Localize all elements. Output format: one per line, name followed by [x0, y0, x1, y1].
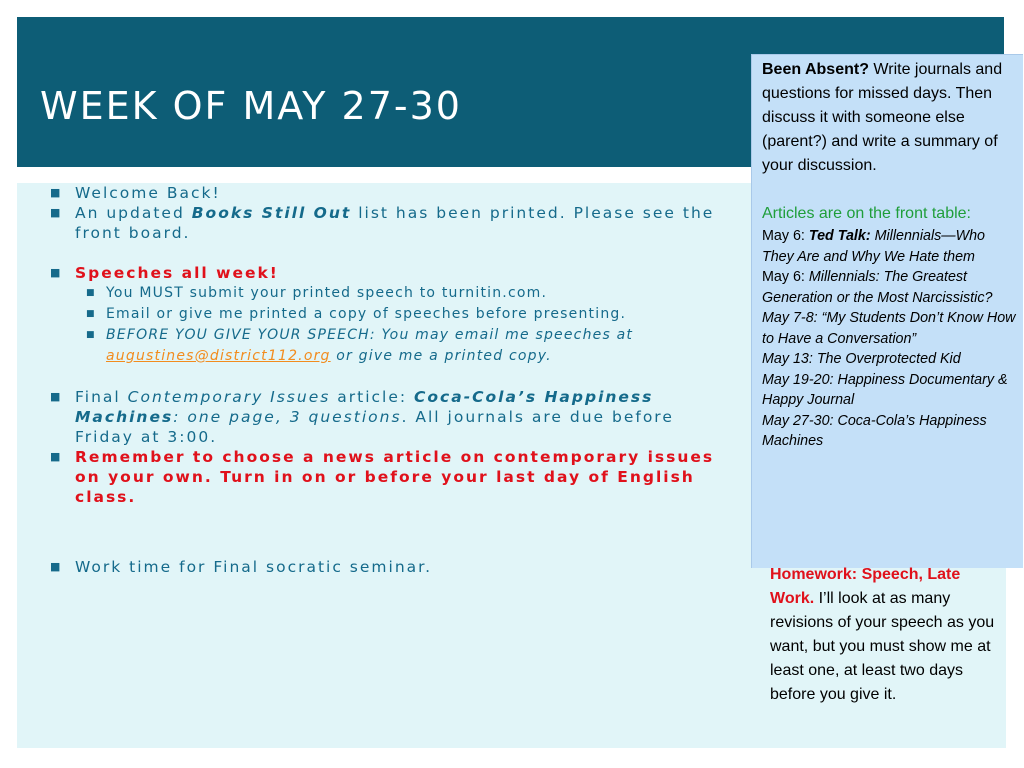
bullet-speeches	[50, 263, 730, 283]
bullet-text: article:	[330, 388, 415, 406]
slide-title: WEEK OF MAY 27-30	[40, 84, 462, 128]
absent-paragraph	[762, 58, 1020, 178]
article-item	[762, 411, 1020, 452]
homework-text: I’ll look at as many revisions of your speech as you want, but you must show me at least one, at least two days before you give it.	[770, 590, 995, 703]
sub-bullet-turnitin	[50, 283, 730, 304]
bullet-text: Speeches all week!	[75, 264, 279, 282]
bullet-text: BEFORE YOU GIVE YOUR SPEECH: You may email me speeches at	[106, 327, 634, 343]
bullet-text: list has been printed. Please see the front board.	[75, 204, 715, 242]
article-date: May 6:	[762, 269, 809, 285]
homework-label: Homework: Speech, Late Work.	[770, 566, 961, 607]
article-title: May 13: The Overprotected Kid	[762, 351, 961, 367]
article-list	[762, 226, 1020, 452]
article-title: May 7-8: “My Students Don’t Know How to Have a Conversation”	[762, 310, 1016, 347]
bullet-text: : one page, 3 questions	[173, 408, 402, 426]
books-title: Books Still Out	[191, 204, 352, 222]
absent-text: Write journals and questions for missed days. Then discuss it with someone else (parent?) and write a summary of your discussion.	[762, 61, 1003, 174]
bullet-text: Email or give me printed a copy of speeches before presenting.	[106, 306, 627, 322]
absent-info-text	[762, 58, 1020, 452]
article-title: Millennials: The Greatest Generation or the Most Narcissistic?	[762, 269, 993, 306]
absent-label: Been Absent?	[762, 61, 869, 78]
spacer	[50, 243, 730, 263]
article-type: Ted Talk:	[808, 228, 871, 244]
article-date: May 6:	[762, 228, 809, 244]
bullet-text: Remember to choose a news article on contemporary issues on your own. Turn in on or before your last day of English class.	[75, 448, 715, 506]
spacer	[50, 367, 730, 387]
bullet-text: . All journals are due before Friday at 3:00.	[75, 408, 674, 446]
sub-bullet-email	[50, 304, 730, 325]
bullet-work	[50, 557, 730, 577]
bullet-text: Work time for Final socratic seminar.	[75, 558, 433, 576]
article-item	[762, 267, 1020, 308]
bullet-text: or give me a printed copy.	[330, 348, 552, 364]
sub-bullet-before	[50, 325, 730, 367]
spacer	[50, 507, 730, 557]
article-title: May 27-30: Coca-Cola’s Happiness Machines	[762, 412, 987, 449]
article-item	[762, 226, 1020, 267]
square-bullet-icon: ■	[50, 186, 63, 199]
bullet-books	[50, 203, 730, 243]
bullet-text: An updated	[75, 204, 192, 222]
bullet-text: Final	[75, 388, 128, 406]
article-title: Coca-Cola’s Happiness Machines	[75, 388, 654, 426]
bullet-remember	[50, 447, 730, 507]
bullet-text: Contemporary Issues	[127, 388, 331, 406]
bullet-welcome	[50, 183, 730, 203]
square-bullet-icon: ■	[50, 450, 63, 463]
article-title: May 19-20: Happiness Documentary & Happy Journal	[762, 371, 1008, 408]
homework-note	[770, 563, 1006, 707]
small-square-bullet-icon: ■	[86, 309, 96, 319]
square-bullet-icon: ■	[50, 560, 63, 573]
article-title: Millennials—Who They Are and Why We Hate them	[762, 228, 986, 265]
email-link[interactable]: augustines@district112.org	[106, 348, 331, 364]
small-square-bullet-icon: ■	[86, 330, 96, 340]
article-item	[762, 308, 1020, 349]
square-bullet-icon: ■	[50, 390, 63, 403]
article-item	[762, 370, 1020, 411]
square-bullet-icon: ■	[50, 266, 63, 279]
bullet-text: Welcome Back!	[75, 184, 221, 202]
articles-heading: Articles are on the front table:	[762, 205, 971, 222]
bullet-text: You MUST submit your printed speech to turnitin.com.	[106, 285, 548, 301]
square-bullet-icon: ■	[50, 206, 63, 219]
spacer	[762, 178, 1020, 202]
small-square-bullet-icon: ■	[86, 288, 96, 298]
bullet-list	[50, 183, 730, 577]
bullet-final	[50, 387, 730, 447]
article-item	[762, 349, 1020, 370]
